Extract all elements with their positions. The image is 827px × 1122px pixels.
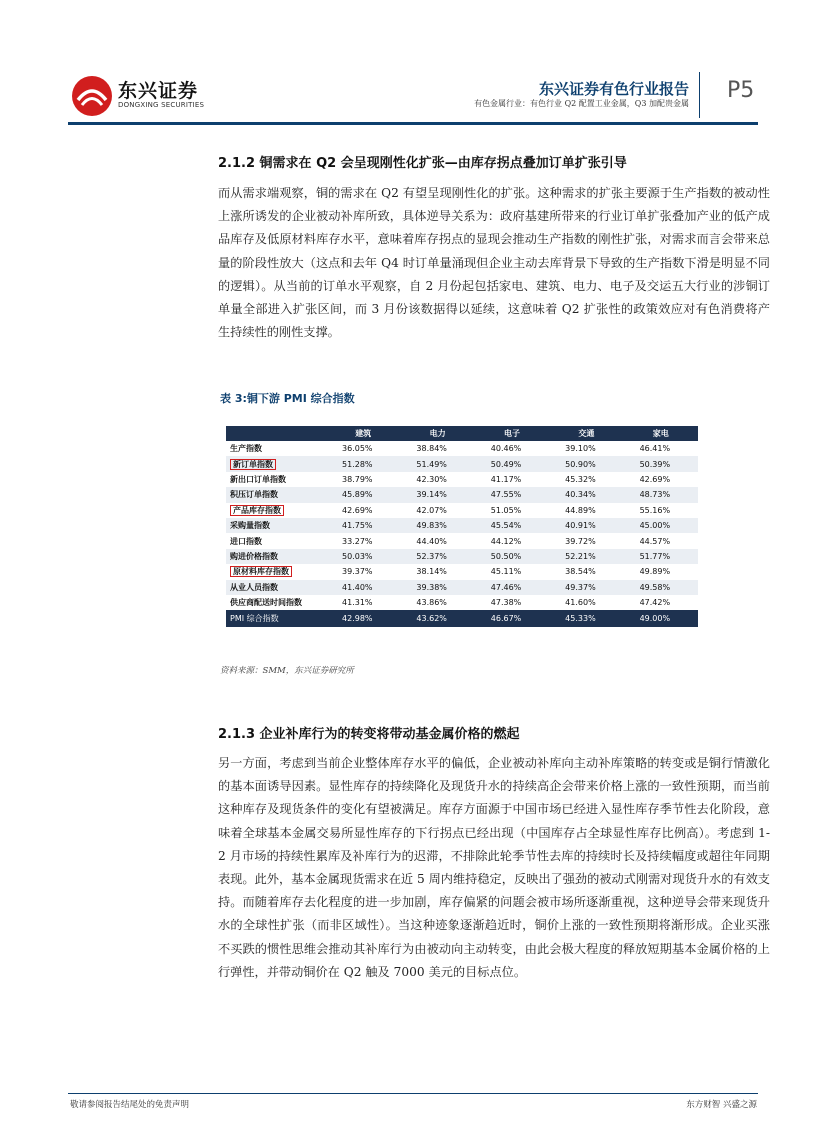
- highlighted-row-label: 新订单指数: [230, 459, 276, 470]
- table-cell: 33.27%: [342, 536, 373, 546]
- table-cell: 36.05%: [342, 444, 373, 454]
- table-row: [226, 595, 698, 610]
- table-cell: 47.46%: [475, 580, 549, 595]
- table-cell: 49.83%: [400, 518, 474, 533]
- row-label-cell: [226, 595, 326, 610]
- row-label: 从业人员指数: [230, 582, 278, 592]
- table-cell: 52.21%: [549, 549, 623, 564]
- table-cell: 41.40%: [326, 580, 400, 595]
- section-paragraph-2-1-2: 而从需求端观察，铜的需求在 Q2 有望呈现刚性化的扩张。这种需求的扩张主要源于生产指数的被动性上涨所诱发的企业被动补库所致，具体逆导关系为：政府基建所带来的行业订单扩张叠加产业的低产成品库存及低原材料库存水平，意味着库存拐点的显现会推动生产指数的刚性扩张，对需求而言会带来总量的阶段性放大（这点和去年 Q4 时订单量涌现但企业主动去库背景下导致的生产指数下滑是明显不同的逻辑）。从当前的订单水平观察，自 2 月份起包括家电、建筑、电力、电子及交运五大行业的涉铜订单量全部进入扩张区间，而 3 月份该数据得以延续，这意味着 Q2 扩张性的政策效应对有色消费将产生持续性的刚性支撑。: [218, 186, 770, 340]
- table-cell: 43.86%: [416, 598, 447, 608]
- table-cell: 38.84%: [416, 444, 447, 454]
- table-cell: 39.37%: [342, 567, 373, 577]
- table-total-row: [226, 610, 698, 627]
- row-label-cell: [226, 518, 326, 533]
- table-cell: 46.41%: [639, 444, 671, 454]
- header-divider: [699, 72, 700, 118]
- table-cell: 39.72%: [565, 536, 596, 546]
- table-cell: 40.46%: [490, 444, 522, 454]
- table-cell: 45.89%: [326, 487, 400, 502]
- row-label: 积压订单指数: [230, 490, 278, 500]
- logo-english-name: DONGXING SECURITIES: [118, 101, 205, 109]
- footer-disclaimer: 敬请参阅报告结尾处的免责声明: [70, 1100, 190, 1110]
- table-cell: 50.90%: [549, 456, 623, 471]
- table-cell: 39.38%: [400, 580, 474, 595]
- table-cell: 43.62%: [400, 610, 474, 627]
- table-cell: 42.69%: [639, 474, 671, 484]
- table-cell: 47.42%: [639, 598, 671, 608]
- table-cell: 41.17%: [490, 474, 522, 484]
- table-cell: 44.40%: [416, 536, 447, 546]
- highlighted-row-label: 产品库存指数: [230, 505, 284, 516]
- table-cell: 40.34%: [549, 487, 623, 502]
- table-cell: 41.60%: [565, 598, 596, 608]
- table-cell: 49.00%: [624, 610, 698, 627]
- table-cell: 39.10%: [565, 444, 596, 454]
- table-cell: 51.49%: [400, 456, 474, 471]
- table-cell: 38.14%: [416, 567, 447, 577]
- row-label: 生产指数: [230, 444, 262, 454]
- report-subtitle: 有色金属行业：有色行业 Q2 配置工业金属，Q3 加配贵金属: [474, 99, 689, 108]
- report-title: 东兴证券有色行业报告: [538, 80, 689, 98]
- header-rule: [68, 122, 758, 125]
- table-cell: 38.54%: [565, 567, 596, 577]
- table-row: [226, 518, 698, 533]
- table-cell: 45.32%: [565, 474, 596, 484]
- dongxing-logo-icon: [70, 74, 114, 118]
- section-heading-2-1-3: 2.1.3 企业补库行为的转变将带动基金属价格的燃起: [218, 727, 520, 742]
- table-cell: 50.03%: [326, 549, 400, 564]
- table-cell: 47.55%: [475, 487, 549, 502]
- footer-rule: [68, 1093, 758, 1094]
- row-label: PMI 综合指数: [230, 614, 279, 624]
- table-cell: 44.89%: [565, 505, 596, 515]
- table-cell: 52.37%: [400, 549, 474, 564]
- table-cell: 38.79%: [342, 474, 373, 484]
- table-cell: 48.73%: [624, 487, 698, 502]
- table-row: [226, 533, 698, 548]
- row-label: 采购量指数: [230, 521, 270, 531]
- row-label-cell: [226, 549, 326, 564]
- row-label: 购进价格指数: [230, 551, 278, 561]
- row-label-cell: [226, 564, 326, 579]
- table-cell: 42.69%: [342, 505, 373, 515]
- row-label: 供应商配送时间指数: [230, 598, 302, 608]
- table-cell: 51.77%: [624, 549, 698, 564]
- table-cell: 49.89%: [639, 567, 671, 577]
- table-cell: 42.98%: [326, 610, 400, 627]
- pmi-table: [226, 426, 698, 627]
- row-label-cell: [226, 472, 326, 487]
- row-label-cell: [226, 456, 326, 471]
- row-label-cell: [226, 487, 326, 502]
- table-cell: 55.16%: [639, 505, 671, 515]
- row-label: 进口指数: [230, 536, 262, 546]
- page-number: P5: [727, 78, 755, 103]
- table-cell: 50.49%: [475, 456, 549, 471]
- table-caption: 表 3:铜下游 PMI 综合指数: [220, 392, 355, 405]
- table-cell: 40.91%: [549, 518, 623, 533]
- table-row: [226, 580, 698, 595]
- table-cell: 50.39%: [624, 456, 698, 471]
- table-cell: 51.28%: [326, 456, 400, 471]
- table-cell: 51.05%: [490, 505, 522, 515]
- row-label-cell: [226, 610, 326, 627]
- column-header: 家电: [624, 426, 698, 441]
- row-label-cell: [226, 441, 326, 456]
- row-label-cell: [226, 580, 326, 595]
- table-cell: 49.37%: [549, 580, 623, 595]
- table-cell: 39.14%: [400, 487, 474, 502]
- footer-slogan: 东方财智 兴盛之源: [686, 1100, 757, 1110]
- table-row: [226, 564, 698, 579]
- table-cell: 47.38%: [490, 598, 522, 608]
- table-cell: 45.11%: [490, 567, 522, 577]
- table-row: [226, 441, 698, 456]
- column-header: 交通: [549, 426, 623, 441]
- table-cell: 41.75%: [326, 518, 400, 533]
- column-header: [226, 426, 326, 441]
- table-row: [226, 503, 698, 518]
- table-row: [226, 549, 698, 564]
- table-cell: 41.31%: [342, 598, 373, 608]
- table-cell: 42.30%: [416, 474, 447, 484]
- table-source: 资料来源：SMM，东兴证券研究所: [220, 666, 354, 676]
- section-heading-2-1-2: 2.1.2 铜需求在 Q2 会呈现刚性化扩张—由库存拐点叠加订单扩张引导: [218, 156, 627, 171]
- table-header-row: [226, 426, 698, 441]
- table-cell: 42.07%: [416, 505, 447, 515]
- table-cell: 49.58%: [624, 580, 698, 595]
- table-cell: 44.12%: [490, 536, 522, 546]
- column-header: 建筑: [326, 426, 400, 441]
- table-cell: 45.33%: [549, 610, 623, 627]
- table-cell: 45.00%: [624, 518, 698, 533]
- section-paragraph-2-1-3: 另一方面，考虑到当前企业整体库存水平的偏低，企业被动补库向主动补库策略的转变或是铜行情激化的基本面诱导因素。显性库存的持续降化及现货升水的持续高企会带来价格上涨的一致性预期，而当前这种库存及现货条件的变化有望被满足。库存方面源于中国市场已经进入显性库存季节性去化阶段，意味着全球基本金属交易所显性库存的下行拐点已经出现（中国库存占全球显性库存比例高）。考虑到 1-2 月市场的持续性累库及补库行为的迟滞，不排除此轮季节性去库的持续时长及持续幅度或超往年同期表现。此外，基本金属现货需求在近 5 周内维持稳定，反映出了强劲的被动式刚需对现货升水的有效支持。而随着库存去化程度的进一步加剧，库存偏紧的问题会被市场所逐渐重视，这种逆导会带来现货升水的全球性扩张（而非区域性）。当这种迹象逐渐趋近时，铜价上涨的一致性预期将渐形成。企业买涨不买跌的惯性思维会推动其补库行为由被动向主动转变，由此会极大程度的释放短期基本金属价格的上行弹性，并带动铜价在 Q2 触及 7000 美元的目标点位。: [218, 756, 770, 979]
- table-cell: 44.57%: [639, 536, 671, 546]
- column-header: 电子: [475, 426, 549, 441]
- table-cell: 50.50%: [475, 549, 549, 564]
- row-label-cell: [226, 533, 326, 548]
- highlighted-row-label: 原材料库存指数: [230, 566, 292, 577]
- table-row: [226, 472, 698, 487]
- row-label: 新出口订单指数: [230, 474, 286, 484]
- column-header: 电力: [400, 426, 474, 441]
- table-cell: 45.54%: [475, 518, 549, 533]
- logo-chinese-name: 东兴证券: [118, 80, 199, 102]
- table-row: [226, 456, 698, 471]
- table-cell: 46.67%: [475, 610, 549, 627]
- row-label-cell: [226, 503, 326, 518]
- table-row: [226, 487, 698, 502]
